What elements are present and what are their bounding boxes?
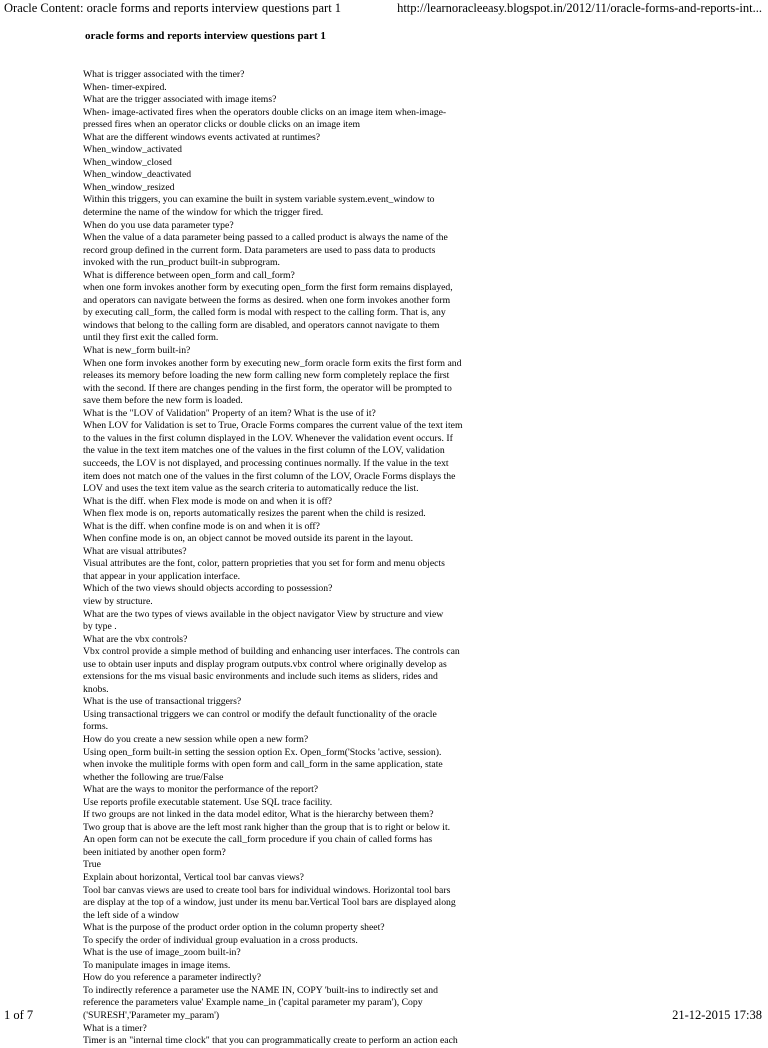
document-line: until they first exit the called form. [83,332,219,344]
document-line: If two groups are not linked in the data model editor, What is the hierarchy between them? [83,809,434,821]
document-line: What is difference between open_form and call_form? [83,269,295,281]
print-datetime: 21-12-2015 17:38 [672,1008,762,1022]
document-line: ('SURESH','Parameter my_param') [83,1010,220,1022]
document-line: item does not match one of the values in the first column of the LOV, Oracle Forms displays the [83,470,456,482]
document-line: When- timer-expired. [83,81,167,93]
document-line: reference the parameters value' Example name_in ('capital parameter my param'), Copy [83,997,423,1009]
document-line: An open form can not be execute the call_form procedure if you chain of called forms has [83,834,433,846]
document-heading-text: oracle forms and reports interview questions part 1 [85,30,326,42]
document-line: When_window_deactivated [83,169,192,181]
document-line: by executing call_form, the called form is modal with respect to the calling form. That is, any [83,307,446,319]
document-line: How do you create a new session while open a new form? [83,733,309,745]
document-line: What are the ways to monitor the performance of the report? [83,784,319,796]
document-line: save them before the new form is loaded. [83,395,243,407]
document-line: and operators can navigate between the forms as desired. when one form invokes another form [83,294,451,306]
document-line: Tool bar canvas views are used to create tool bars for individual windows. Horizontal tool bars [83,884,451,896]
document-line: What is the use of transactional triggers? [83,696,242,708]
document-line: Timer is an "internal time clock" that you can programmatically create to perform an action each [83,1035,458,1047]
document-line: What are the trigger associated with image items? [83,94,277,106]
document-heading [85,30,505,48]
document-line: What is the "LOV of Validation" Property of an item? What is the use of it? [83,407,376,419]
page-header-url: http://learnoracleeasy.blogspot.in/2012/11/oracle-forms-and-reports-int... [397,1,762,15]
document-line: the value in the text item matches one of the values in the first column of the LOV, validation [83,445,445,457]
document-line: Explain about horizontal, Vertical tool bar canvas views? [83,872,304,883]
document-line: Within this triggers, you can examine the built in system variable system.event_window to [83,194,435,206]
document-line: What is trigger associated with the timer? [83,69,245,80]
document-line: What is a timer? [83,1022,147,1034]
document-line: When the value of a data parameter being passed to a called product is always the name of the [83,232,448,244]
document-line: to the values in the first column displayed in the LOV. Whenever the validation event occurs. If [83,432,453,444]
document-line: When do you use data parameter type? [83,219,234,231]
document-line: Vbx control provide a simple method of building and enhancing user interfaces. The controls can [83,646,460,658]
document-line: that appear in your application interface. [83,570,241,582]
document-line: To specify the order of individual group evaluation in a cross products. [83,934,358,946]
document-line: record group defined in the current form. Data parameters are used to pass data to products [83,244,436,256]
document-line: by type . [83,621,117,633]
document-line: knobs. [83,683,109,695]
document-line: When_window_activated [83,144,182,156]
document-line: extensions for the ms visual basic environments and include such items as sliders, rides and [83,671,438,683]
document-line: True [83,859,101,871]
document-line: What are the different windows events activated at runtimes? [83,131,321,143]
page-header-title: Oracle Content: oracle forms and reports interview questions part 1 [4,1,342,15]
document-line: releases its memory before loading the new form calling new form completely replace the first [83,370,450,382]
document-line: When- image-activated fires when the operators double clicks on an image item when-image- [83,106,447,118]
document-line: When flex mode is on, reports automatically resizes the parent when the child is resized. [83,508,426,520]
document-line: determine the name of the window for which the trigger fired. [83,207,324,219]
document-line: When_window_closed [83,156,172,168]
document-line: invoked with the run_product built-in subprogram. [83,257,280,269]
document-line: forms. [83,721,109,733]
document-line: What are the vbx controls? [83,633,188,645]
document-line: When confine mode is on, an object cannot be moved outside its parent in the layout. [83,533,414,545]
document-line: when one form invokes another form by executing open_form the first form remains displayed, [83,282,453,294]
document-line: How do you reference a parameter indirectly? [83,972,262,984]
document-line: whether the following are true/False [83,771,224,783]
document-line: Two group that is above are the left most rank higher than the group that is to right or below it. [83,821,451,833]
document-line: What is the purpose of the product order option in the column property sheet? [83,922,385,934]
document-line: To indirectly reference a parameter use the NAME IN, COPY 'built-ins to indirectly set and [83,984,438,996]
document-line: view by structure. [83,595,153,607]
document-line: windows that belong to the calling form are disabled, and operators cannot navigate to them [83,319,440,331]
document-line: What are the two types of views available in the object navigator View by structure and view [83,608,444,620]
document-line: What is the diff. when Flex mode is mode on and when it is off? [83,495,333,507]
document-line: What is the diff. when confine mode is on and when it is off? [83,520,320,532]
document-line: LOV and uses the text item value as the search criteria to automatically reduce the list. [83,483,419,495]
document-line: Which of the two views should objects according to possession? [83,583,333,595]
document-line: succeeds, the LOV is not displayed, and processing continues normally. If the value in the text [83,457,449,469]
document-line: To manipulate images in image items. [83,959,231,971]
document-line: with the second. If there are changes pending in the first form, the operator will be prompted to [83,382,452,394]
document-line: pressed fires when an operator clicks or double clicks on an image item [83,119,361,131]
document-line: Using transactional triggers we can control or modify the default functionality of the oracle [83,708,437,720]
document-line: Use reports profile executable statement. Use SQL trace facility. [83,796,333,808]
document-line: the left side of a window [83,909,180,921]
document-line: When LOV for Validation is set to True, Oracle Forms compares the current value of the text item [83,420,463,432]
document-line: When one form invokes another form by executing new_form oracle form exits the first form and [83,357,462,369]
document-line: What is the use of image_zoom built-in? [83,947,241,959]
document-line: What are visual attributes? [83,545,187,557]
document-line: Visual attributes are the font, color, pattern proprieties that you set for form and menu objects [83,558,445,570]
page-number: 1 of 7 [4,1008,34,1022]
document-line: When_window_resized [83,181,175,193]
document-line: What is new_form built-in? [83,345,191,357]
document-line: Using open_form built-in setting the session option Ex. Open_form('Stocks 'active, session). [83,746,442,758]
document-line: are display at the top of a window, just under its menu bar.Vertical Tool bars are displayed along [83,897,456,909]
document-line: been initiated by another open form? [83,846,226,858]
document-line: when invoke the mulitiple forms with open form and call_form in the same application, state [83,759,443,771]
document-line: use to obtain user inputs and display program outputs.vbx control where originally develop as [83,658,447,670]
document-body [83,69,475,1047]
